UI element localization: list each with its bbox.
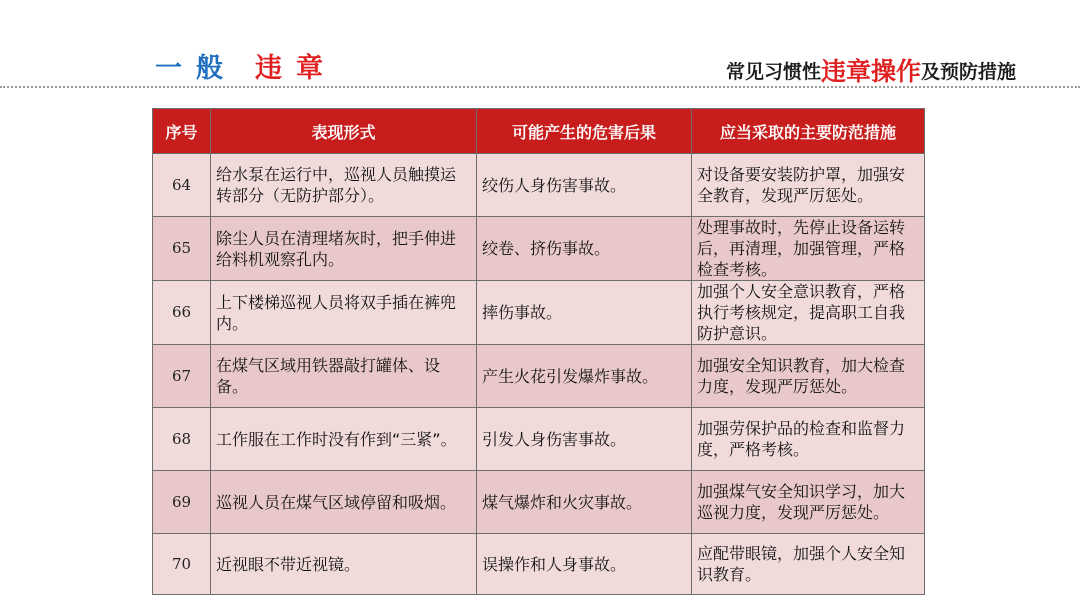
row-form: 给水泵在运行中，巡视人员触摸运转部分（无防护部分）。 bbox=[211, 154, 477, 217]
row-form: 近视眼不带近视镜。 bbox=[211, 534, 477, 595]
row-number: 68 bbox=[153, 408, 211, 471]
row-measure: 加强劳保护品的检查和监督力度，严格考核。 bbox=[692, 408, 925, 471]
row-hazard: 产生火花引发爆炸事故。 bbox=[477, 345, 692, 408]
row-number: 65 bbox=[153, 217, 211, 281]
row-measure: 加强个人安全意识教育，严格执行考核规定，提高职工自我防护意识。 bbox=[692, 281, 925, 345]
table-row bbox=[153, 154, 925, 217]
column-header-form: 表现形式 bbox=[211, 109, 477, 154]
page-title-part2: 违章 bbox=[255, 53, 337, 84]
page-subtitle bbox=[726, 52, 1016, 88]
column-header-measure: 应当采取的主要防范措施 bbox=[692, 109, 925, 154]
table-row bbox=[153, 281, 925, 345]
subtitle-suffix: 及预防措施 bbox=[920, 61, 1016, 83]
table-row bbox=[153, 408, 925, 471]
row-hazard: 绞卷、挤伤事故。 bbox=[477, 217, 692, 281]
row-number: 70 bbox=[153, 534, 211, 595]
row-number: 67 bbox=[153, 345, 211, 408]
row-number: 64 bbox=[153, 154, 211, 217]
header-divider bbox=[0, 86, 1080, 88]
row-form: 工作服在工作时没有作到“三紧”。 bbox=[211, 408, 477, 471]
subtitle-prefix: 常见习惯性 bbox=[725, 61, 821, 83]
column-header-num: 序号 bbox=[153, 109, 211, 154]
row-measure: 应配带眼镜，加强个人安全知识教育。 bbox=[692, 534, 925, 595]
row-form: 除尘人员在清理堵灰时，把手伸进给料机观察孔内。 bbox=[211, 217, 477, 281]
row-hazard: 摔伤事故。 bbox=[477, 281, 692, 345]
table-row bbox=[153, 345, 925, 408]
row-measure: 处理事故时，先停止设备运转后，再清理，加强管理，严格检查考核。 bbox=[692, 217, 925, 281]
row-measure: 对设备要安装防护罩，加强安全教育，发现严厉惩处。 bbox=[692, 154, 925, 217]
row-number: 66 bbox=[153, 281, 211, 345]
row-measure: 加强煤气安全知识学习，加大巡视力度，发现严厉惩处。 bbox=[692, 471, 925, 534]
column-header-hazard: 可能产生的危害后果 bbox=[477, 109, 692, 154]
row-hazard: 引发人身伤害事故。 bbox=[477, 408, 692, 471]
row-measure: 加强安全知识教育，加大检查力度，发现严厉惩处。 bbox=[692, 345, 925, 408]
row-hazard: 绞伤人身伤害事故。 bbox=[477, 154, 692, 217]
page-title-part1: 一般 bbox=[155, 53, 237, 84]
row-hazard: 误操作和人身事故。 bbox=[477, 534, 692, 595]
table-header-row bbox=[153, 109, 925, 154]
table-row bbox=[153, 534, 925, 595]
row-number: 69 bbox=[153, 471, 211, 534]
table-row bbox=[153, 217, 925, 281]
row-form: 巡视人员在煤气区域停留和吸烟。 bbox=[211, 471, 477, 534]
row-hazard: 煤气爆炸和火灾事故。 bbox=[477, 471, 692, 534]
table-row bbox=[153, 471, 925, 534]
subtitle-highlight: 违章操作 bbox=[820, 57, 921, 86]
violations-table bbox=[152, 108, 925, 595]
page-title bbox=[155, 46, 337, 85]
row-form: 在煤气区域用铁器敲打罐体、设备。 bbox=[211, 345, 477, 408]
row-form: 上下楼梯巡视人员将双手插在裤兜内。 bbox=[211, 281, 477, 345]
